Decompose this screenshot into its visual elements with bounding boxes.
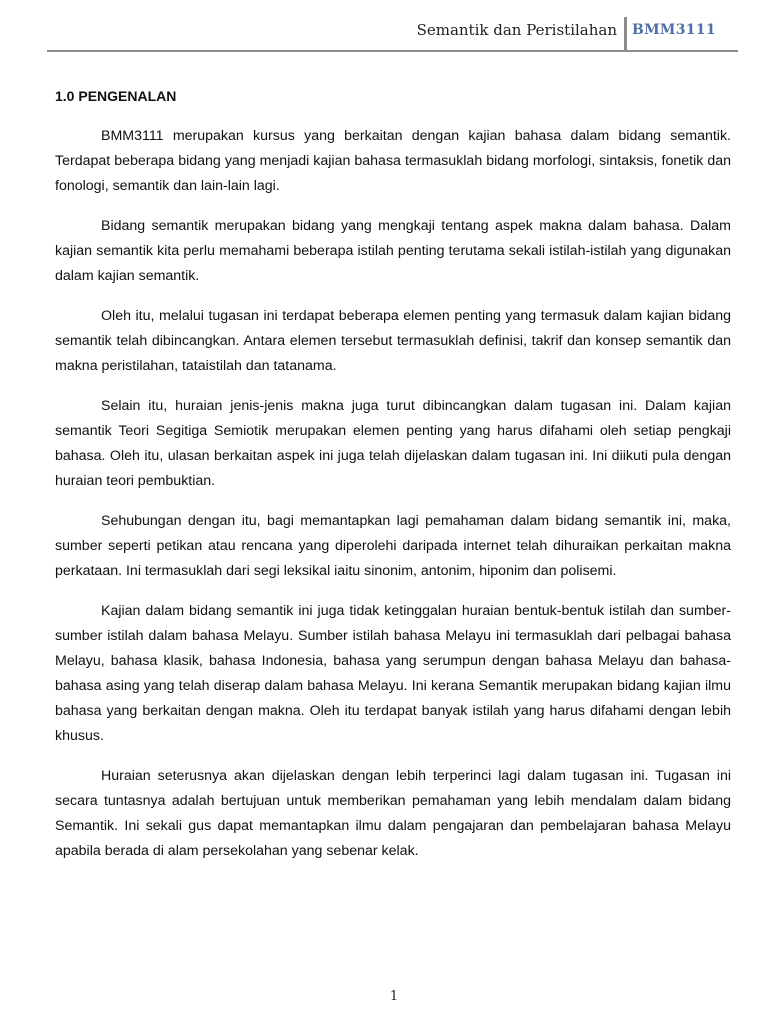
header-title: Semantik dan Peristilahan [416, 21, 617, 39]
paragraph: Bidang semantik merupakan bidang yang mengkaji tentang aspek makna dalam bahasa. Dalam kajian semantik kita perlu memahami beberapa istilah penting terutama sekali istilah-istilah yang digunakan dalam kajian semantik. [55, 218, 731, 284]
header-course-code: BMM3111 [632, 22, 716, 38]
header-divider [624, 17, 627, 50]
document-body [55, 84, 731, 879]
paragraph: Huraian seterusnya akan dijelaskan dengan lebih terperinci lagi dalam tugasan ini. Tugasan ini secara tuntasnya adalah bertujuan untuk memberikan pemahaman yang lebih mendalam dalam bidang Semantik. Ini sekali gus dapat memantapkan ilmu dalam pengajaran dan pembelajaran bahasa Melayu apabila berada di alam persekolahan yang sebenar kelak. [55, 768, 731, 859]
page-header [47, 17, 738, 52]
page-number: 1 [389, 989, 399, 1004]
paragraph: Oleh itu, melalui tugasan ini terdapat beberapa elemen penting yang termasuk dalam kajian bidang semantik telah dibincangkan. Antara elemen tersebut termasuklah definisi, takrif dan konsep semantik dan makna peristilahan, tataistilah dan tatanama. [55, 308, 731, 374]
paragraph: Selain itu, huraian jenis-jenis makna juga turut dibincangkan dalam tugasan ini. Dalam kajian semantik Teori Segitiga Semiotik merupakan elemen penting yang harus difahami oleh setiap pengkaji bahasa. Oleh itu, ulasan berkaitan aspek ini juga telah dijelaskan dalam tugasan ini. Ini diikuti pula dengan huraian teori pembuktian. [55, 398, 731, 489]
paragraph: Kajian dalam bidang semantik ini juga tidak ketinggalan huraian bentuk-bentuk istilah dan sumber-sumber istilah dalam bahasa Melayu. Sumber istilah bahasa Melayu ini termasuklah dari pelbagai bahasa Melayu, bahasa klasik, bahasa Indonesia, bahasa yang serumpun dengan bahasa Melayu dan bahasa-bahasa asing yang telah diserap dalam bahasa Melayu. Ini kerana Semantik merupakan bidang kajian ilmu bahasa yang berkaitan dengan makna. Oleh itu terdapat banyak istilah yang harus difahami dengan lebih khusus. [55, 603, 731, 744]
paragraph: BMM3111 merupakan kursus yang berkaitan dengan kajian bahasa dalam bidang semantik. Terdapat beberapa bidang yang menjadi kajian bahasa termasuklah bidang morfologi, sintaksis, fonetik dan fonologi, semantik dan lain-lain lagi. [55, 128, 731, 194]
paragraph: Sehubungan dengan itu, bagi memantapkan lagi pemahaman dalam bidang semantik ini, maka, sumber seperti petikan atau rencana yang diperolehi daripada internet telah dihuraikan perkaitan makna perkataan. Ini termasuklah dari segi leksikal iaitu sinonim, antonim, hiponim dan polisemi. [55, 513, 731, 579]
section-heading: 1.0 PENGENALAN [55, 88, 177, 104]
